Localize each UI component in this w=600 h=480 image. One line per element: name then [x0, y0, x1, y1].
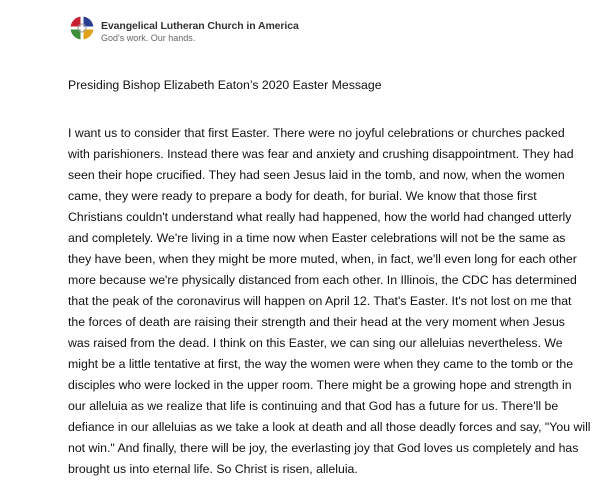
body-line: and completely. We're living in a time now when Easter celebrations will not be the same as	[68, 231, 566, 245]
body-line: brought us into eternal life. So Christ is risen, alleluia.	[68, 462, 358, 476]
body-line: might be a little tentative at first, the way the women were when they came to the tomb or the	[68, 357, 574, 371]
body-line: that the peak of the coronavirus will happen on April 12. That's Easter. It's not lost on me that	[68, 294, 572, 308]
body-line: with parishioners. Instead there was fear and anxiety and crushing disappointment. They had	[68, 147, 574, 161]
body-line: not win." And finally, there will be joy, the everlasting joy that God loves us completely and has	[68, 441, 579, 455]
body-line: the forces of death are raising their strength and their head at the very moment when Jesus	[68, 315, 565, 329]
body-line: seen their hope crucified. They had seen Jesus laid in the tomb, and now, when the women	[68, 168, 565, 182]
body-line: I want us to consider that first Easter. There were no joyful celebrations or churches packed	[68, 126, 565, 140]
body-line: disciples who were locked in the upper room. There might be a growing hope and strength in	[68, 378, 572, 392]
elca-logo-icon	[70, 16, 94, 40]
body-line: was raised from the dead. I think on this Easter, we can sing our alleluias nevertheless. We	[68, 336, 563, 350]
organization-name: Evangelical Lutheran Church in America	[101, 20, 299, 32]
body-line: more because we're physically distanced from each other. In Illinois, the CDC has determined	[68, 273, 577, 287]
document-title: Presiding Bishop Elizabeth Eaton’s 2020 Easter Message	[68, 78, 382, 92]
body-line: came, they were ready to prepare a body for death, for burial. We know that those first	[68, 189, 537, 203]
body-line: they have been, when they might be more muted, when, in fact, we'll even long for each other	[68, 252, 577, 266]
document-body	[68, 123, 591, 480]
body-line: Christians couldn't understand what really had happened, how the world had changed utterly	[68, 210, 572, 224]
body-line: our alleluia as we realize that life is continuing and that God has a future for us. There'll be	[68, 399, 559, 413]
organization-tagline: God's work. Our hands.	[101, 33, 196, 43]
body-line: defiance in our alleluias as we take a look at death and all those deadly forces and say, "You will	[68, 420, 591, 434]
